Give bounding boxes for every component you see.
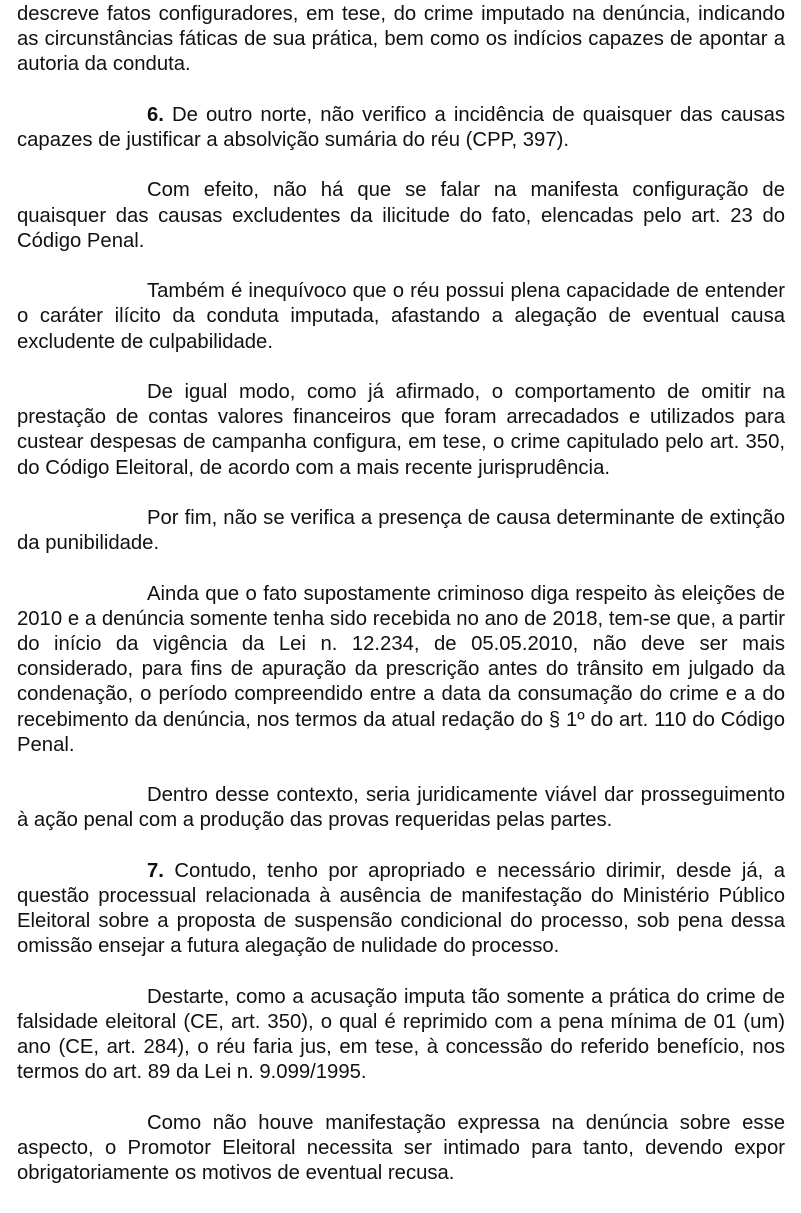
paragraph <box>17 380 785 481</box>
paragraph-section-6 <box>17 103 785 153</box>
paragraph-text: Como não houve manifestação expressa na denúncia sobre esse aspecto, o Promotor Eleitoral necessita ser intimado para tanto, devendo expor obrigatoriamente os motivos de eventual recusa. <box>17 1111 785 1185</box>
paragraph-text: Destarte, como a acusação imputa tão somente a prática do crime de falsidade eleitoral (CE, art. 350), o qual é reprimido com a pena mínima de 01 (um) ano (CE, art. 284), o réu faria jus, em tese, à concessão do referido benefício, nos termos do art. 89 da Lei n. 9.099/1995. <box>17 985 785 1084</box>
paragraph-text: Com efeito, não há que se falar na manifesta configuração de quaisquer das causas excludentes da ilicitude do fato, elencadas pelo art. 23 do Código Penal. <box>17 179 785 252</box>
paragraph-text: Por fim, não se verifica a presença de causa determinante de extinção da punibilidade. <box>17 506 785 555</box>
paragraph <box>17 1111 785 1187</box>
section-number: 6. <box>147 103 164 126</box>
paragraph-text: descreve fatos configuradores, em tese, do crime imputado na denúncia, indicando as circunstâncias fáticas de sua prática, bem como os indícios capazes de apontar a autoria da conduta. <box>17 3 785 76</box>
paragraph-section-7 <box>17 859 785 960</box>
section-number: 7. <box>147 859 164 882</box>
paragraph-text: Contudo, tenho por apropriado e necessário dirimir, desde já, a questão processual relacionada à ausência de manifestação do Ministério Público Eleitoral sobre a proposta de suspensão condicional do processo, sob pena dessa omissão ensejar a futura alegação de nulidade do processo. <box>17 859 785 958</box>
paragraph-text: De igual modo, como já afirmado, o comportamento de omitir na prestação de contas valores financeiros que foram arrecadados e utilizados para custear despesas de campanha configura, em tese, o crime capitulado pelo art. 350, do Código Eleitoral, de acordo com a mais recente jurisprudência. <box>17 380 785 479</box>
paragraph-text: Dentro desse contexto, seria juridicamente viável dar prosseguimento à ação penal com a produção das provas requeridas pelas partes. <box>17 784 785 832</box>
paragraph-text: Ainda que o fato supostamente criminoso diga respeito às eleições de 2010 e a denúncia somente tenha sido recebida no ano de 2018, tem-se que, a partir do início da vigência da Lei n. 12.234, de 05.05.2010, não deve ser mais considerado, para fins de apuração da prescrição antes do trânsito em julgado da condenação, o período compreendido entre a data da consumação do crime e a do recebimento da denúncia, nos termos da atual redação do § 1º do art. 110 do Código Penal. <box>17 582 785 756</box>
paragraph <box>17 783 785 833</box>
paragraph <box>17 506 785 556</box>
paragraph-continuation <box>17 2 785 78</box>
paragraph <box>17 279 785 355</box>
paragraph-text: De outro norte, não verifico a incidência de quaisquer das causas capazes de justificar a absolvição sumária do réu (CPP, 397). <box>17 103 785 151</box>
paragraph-text: Também é inequívoco que o réu possui plena capacidade de entender o caráter ilícito da conduta imputada, afastando a alegação de eventual causa excludente de culpabilidade. <box>17 280 785 353</box>
paragraph <box>17 582 785 758</box>
paragraph <box>17 178 785 254</box>
paragraph <box>17 985 785 1086</box>
